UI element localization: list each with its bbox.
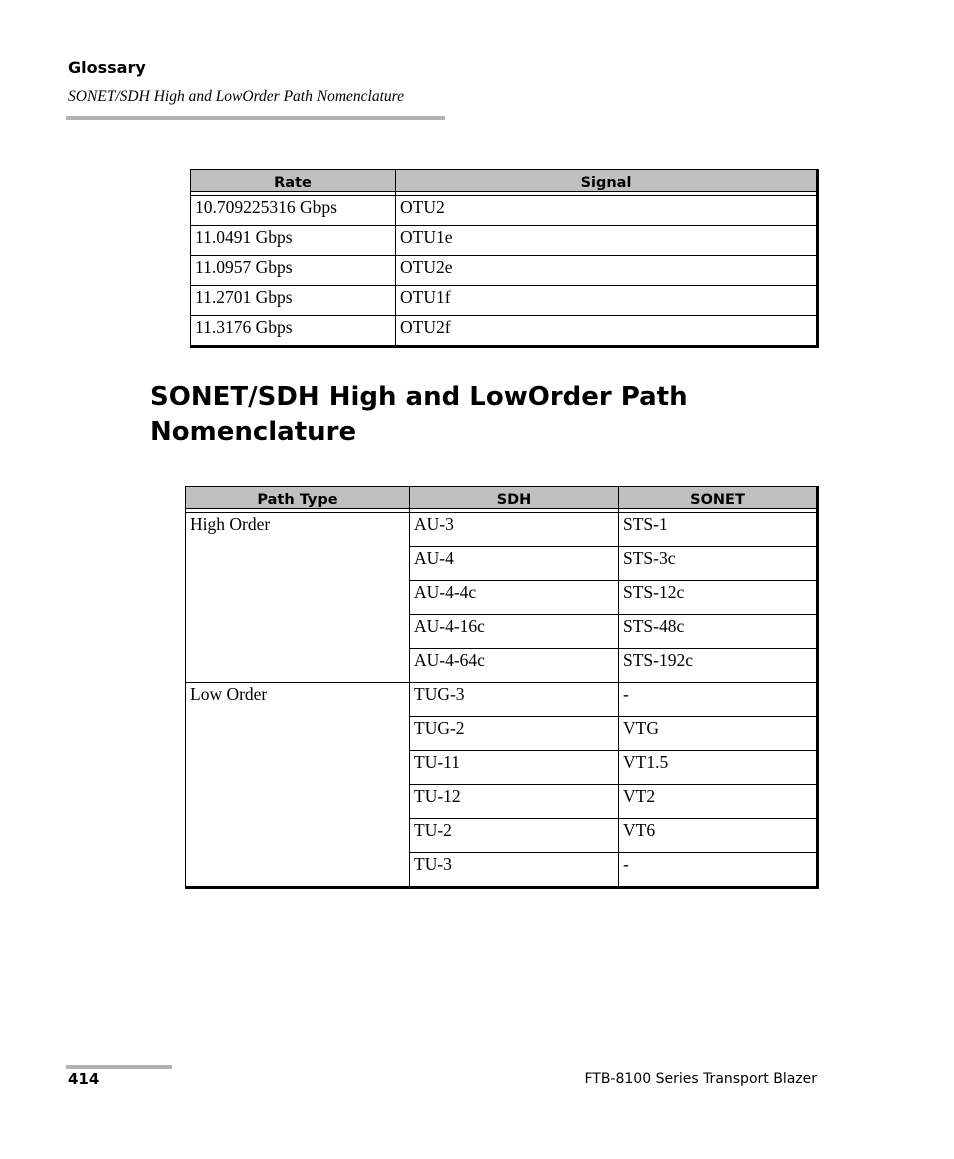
rate-signal-table [190,169,819,348]
rate-cell: 11.3176 Gbps [191,316,396,347]
path-nomenclature-table [185,486,819,889]
sonet-cell: - [619,853,818,888]
sonet-cell: STS-48c [619,615,818,649]
sonet-cell: STS-3c [619,547,818,581]
sonet-cell: VT2 [619,785,818,819]
rate-cell: 11.2701 Gbps [191,286,396,316]
table-row [186,513,818,547]
sonet-cell: VTG [619,717,818,751]
running-header-title: Glossary [68,58,146,77]
table-row [191,226,818,256]
column-header-rate: Rate [191,170,396,196]
table-row [191,256,818,286]
sonet-cell: VT6 [619,819,818,853]
sonet-cell: STS-12c [619,581,818,615]
signal-cell: OTU2 [396,196,818,226]
column-header-path-type: Path Type [186,487,410,513]
column-header-sdh: SDH [410,487,619,513]
table-row [186,683,818,717]
path-type-cell: High Order [186,513,410,683]
signal-cell: OTU2f [396,316,818,347]
table-row [191,196,818,226]
table-row [191,316,818,347]
signal-cell: OTU2e [396,256,818,286]
sdh-cell: TU-11 [410,751,619,785]
sonet-cell: STS-1 [619,513,818,547]
sonet-cell: STS-192c [619,649,818,683]
rate-cell: 11.0957 Gbps [191,256,396,286]
sdh-cell: TUG-2 [410,717,619,751]
sdh-cell: TU-12 [410,785,619,819]
table-header-row [186,487,818,513]
sdh-cell: AU-4-16c [410,615,619,649]
column-header-signal: Signal [396,170,818,196]
sdh-cell: TU-2 [410,819,619,853]
sdh-cell: AU-3 [410,513,619,547]
path-type-cell: Low Order [186,683,410,888]
signal-cell: OTU1e [396,226,818,256]
signal-cell: OTU1f [396,286,818,316]
running-header-subtitle: SONET/SDH High and LowOrder Path Nomenclature [68,88,404,105]
footer-rule [66,1065,172,1069]
table-header-row [191,170,818,196]
sdh-cell: TUG-3 [410,683,619,717]
sdh-cell: TU-3 [410,853,619,888]
sdh-cell: AU-4 [410,547,619,581]
table-row [191,286,818,316]
section-title: SONET/SDH High and LowOrder Path Nomenclature [150,382,688,447]
sdh-cell: AU-4-64c [410,649,619,683]
sonet-cell: VT1.5 [619,751,818,785]
rate-cell: 10.709225316 Gbps [191,196,396,226]
page-number: 414 [68,1070,100,1088]
header-rule [66,116,445,120]
footer-product-name: FTB-8100 Series Transport Blazer [584,1071,817,1087]
rate-cell: 11.0491 Gbps [191,226,396,256]
column-header-sonet: SONET [619,487,818,513]
sonet-cell: - [619,683,818,717]
sdh-cell: AU-4-4c [410,581,619,615]
